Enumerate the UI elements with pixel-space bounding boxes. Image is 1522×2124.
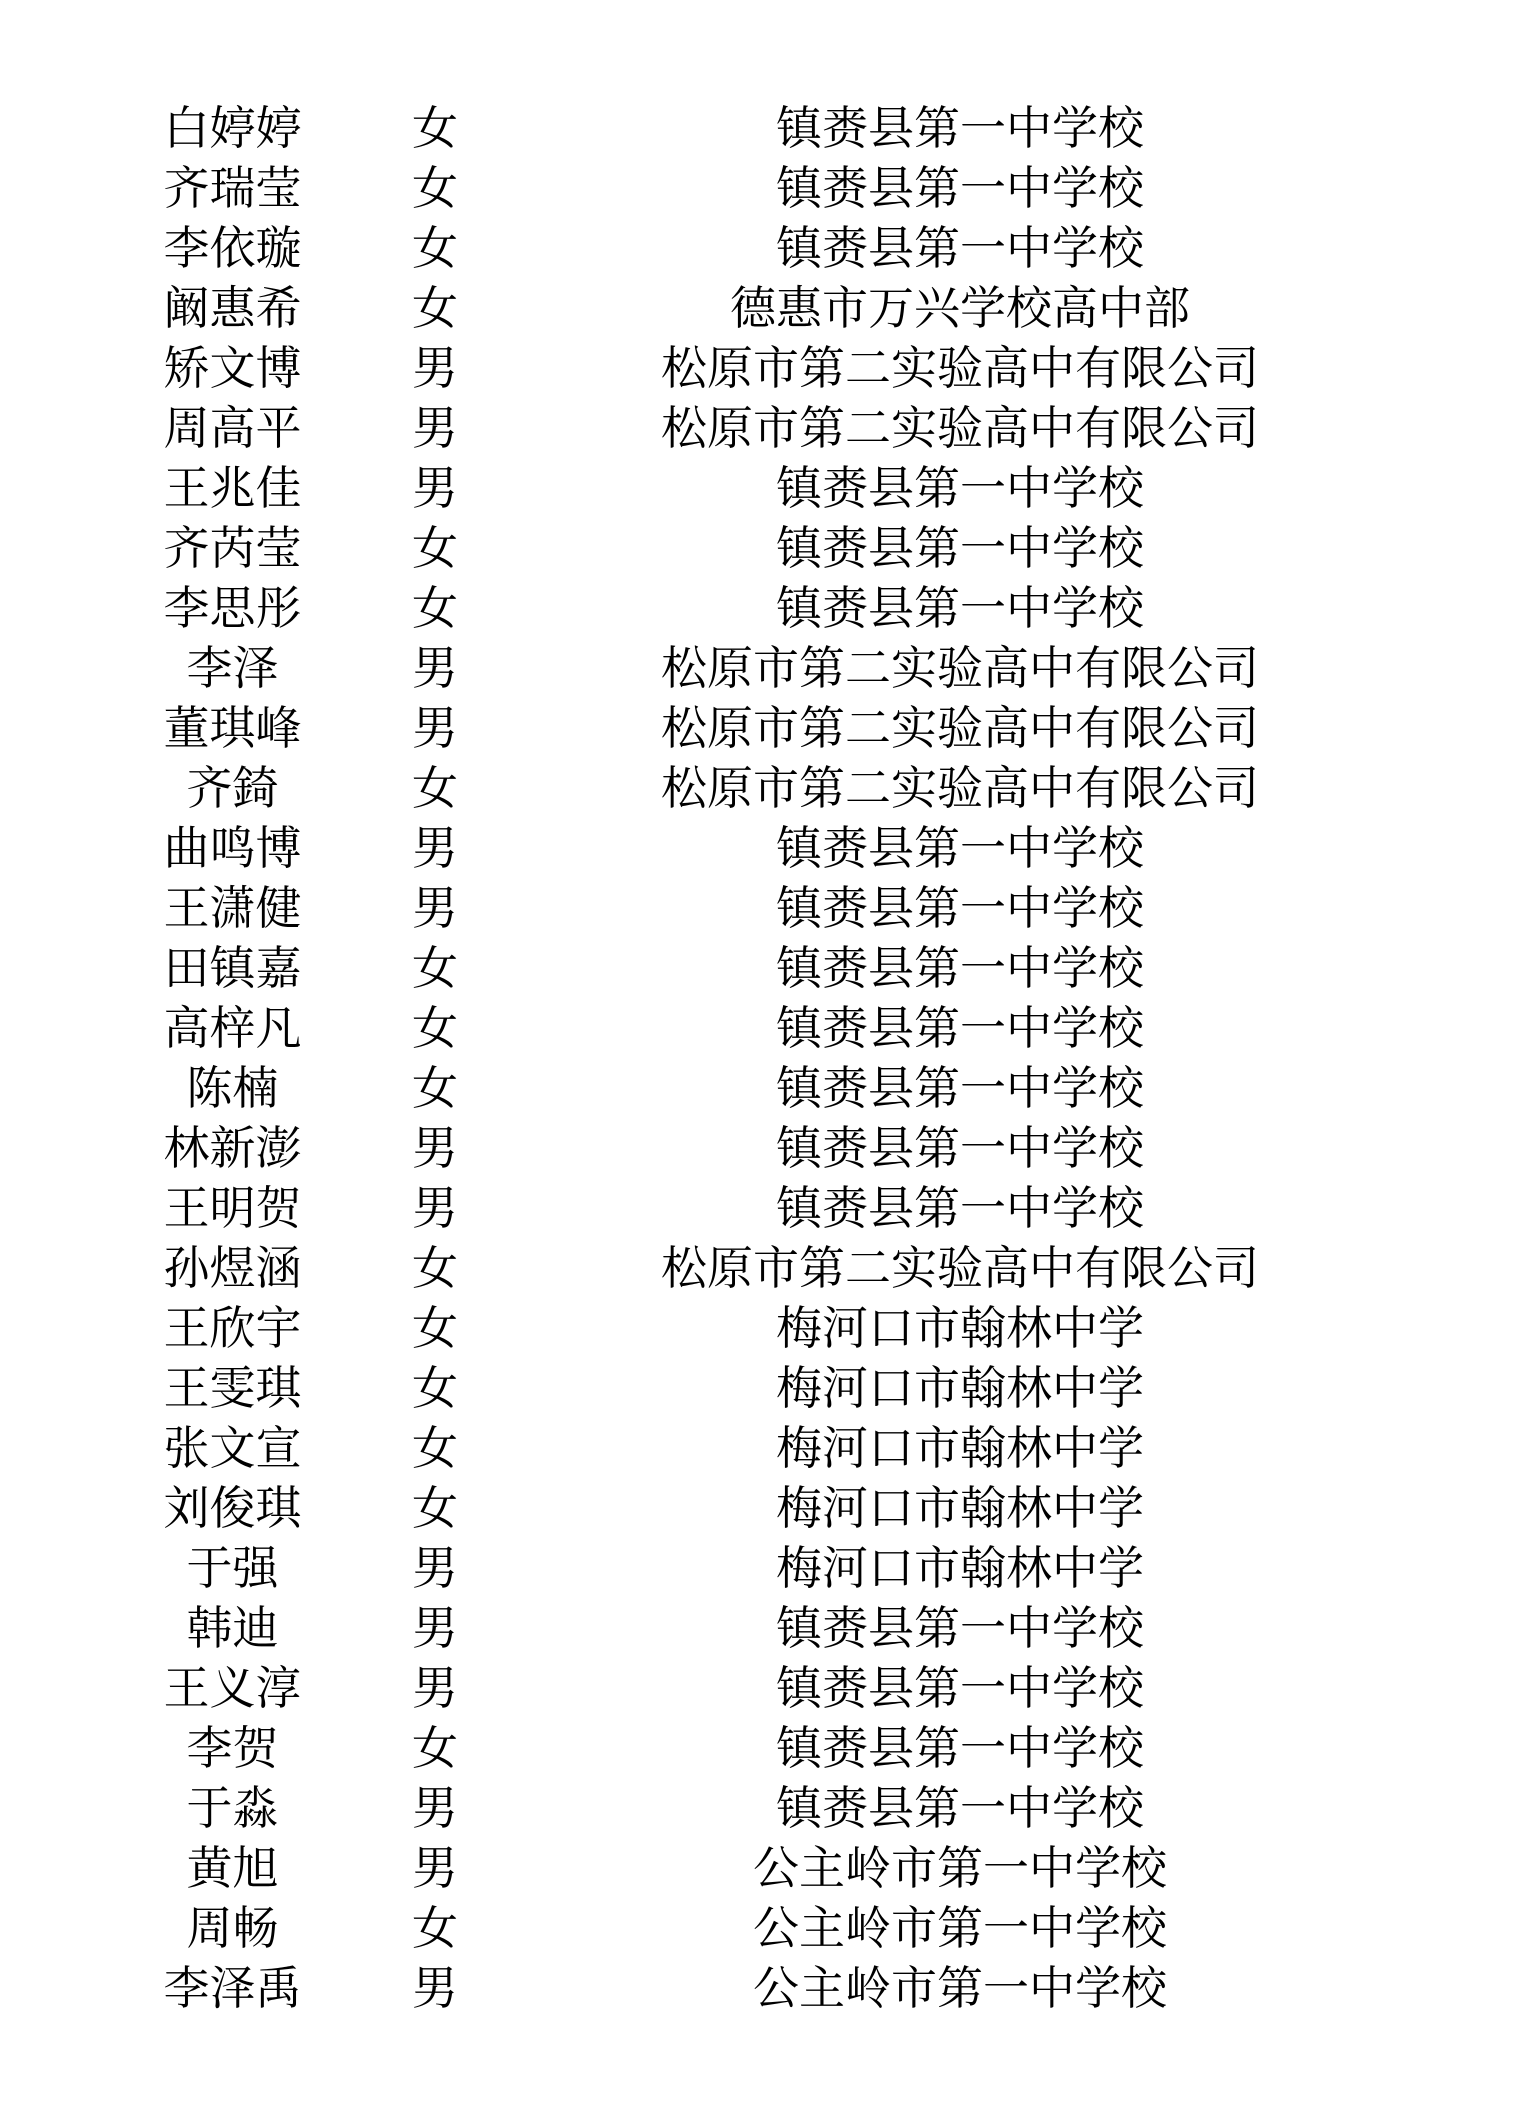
student-gender: 男 <box>412 1841 458 1895</box>
student-name: 董琪峰 <box>163 701 302 755</box>
roster-row <box>0 218 1522 278</box>
student-gender: 女 <box>412 1241 458 1295</box>
student-roster <box>0 98 1522 2018</box>
student-gender: 女 <box>412 1361 458 1415</box>
student-school: 镇赉县第一中学校 <box>776 1061 1144 1115</box>
student-school: 镇赉县第一中学校 <box>776 1661 1144 1715</box>
student-gender: 男 <box>412 641 458 695</box>
student-name: 李依璇 <box>163 221 302 275</box>
student-school: 镇赉县第一中学校 <box>776 1121 1144 1175</box>
student-gender: 男 <box>412 701 458 755</box>
student-name: 周高平 <box>163 401 302 455</box>
student-name: 齐錡 <box>186 761 279 815</box>
roster-row <box>0 1958 1522 2018</box>
roster-row <box>0 338 1522 398</box>
student-school: 松原市第二实验高中有限公司 <box>661 341 1259 395</box>
student-gender: 女 <box>412 161 458 215</box>
roster-row <box>0 878 1522 938</box>
roster-row <box>0 578 1522 638</box>
student-gender: 男 <box>412 1601 458 1655</box>
student-gender: 男 <box>412 1181 458 1235</box>
student-gender: 女 <box>412 1481 458 1535</box>
student-name: 刘俊琪 <box>163 1481 302 1535</box>
roster-row <box>0 1898 1522 1958</box>
roster-row <box>0 1418 1522 1478</box>
student-name: 齐芮莹 <box>163 521 302 575</box>
student-name: 王潇健 <box>163 881 302 935</box>
student-name: 王雯琪 <box>163 1361 302 1415</box>
roster-row <box>0 1178 1522 1238</box>
student-name: 王明贺 <box>163 1181 302 1235</box>
student-name: 齐瑞莹 <box>163 161 302 215</box>
student-name: 张文宣 <box>163 1421 302 1475</box>
student-name: 高梓凡 <box>163 1001 302 1055</box>
student-gender: 女 <box>412 101 458 155</box>
student-gender: 男 <box>412 881 458 935</box>
student-school: 梅河口市翰林中学 <box>776 1361 1144 1415</box>
student-gender: 女 <box>412 1421 458 1475</box>
student-gender: 女 <box>412 221 458 275</box>
roster-row <box>0 818 1522 878</box>
student-school: 镇赉县第一中学校 <box>776 881 1144 935</box>
student-school: 松原市第二实验高中有限公司 <box>661 761 1259 815</box>
roster-row <box>0 1538 1522 1598</box>
roster-row <box>0 998 1522 1058</box>
student-name: 陈楠 <box>186 1061 279 1115</box>
student-name: 曲鸣博 <box>163 821 302 875</box>
student-school: 镇赉县第一中学校 <box>776 1001 1144 1055</box>
student-name: 李泽禹 <box>163 1961 302 2015</box>
student-gender: 女 <box>412 1301 458 1355</box>
roster-row <box>0 158 1522 218</box>
student-name: 矫文博 <box>163 341 302 395</box>
student-gender: 女 <box>412 1721 458 1775</box>
student-school: 镇赉县第一中学校 <box>776 101 1144 155</box>
student-school: 镇赉县第一中学校 <box>776 941 1144 995</box>
student-school: 松原市第二实验高中有限公司 <box>661 1241 1259 1295</box>
student-school: 镇赉县第一中学校 <box>776 161 1144 215</box>
student-name: 白婷婷 <box>163 101 302 155</box>
student-name: 田镇嘉 <box>163 941 302 995</box>
student-gender: 男 <box>412 1961 458 2015</box>
roster-row <box>0 1778 1522 1838</box>
student-gender: 男 <box>412 1661 458 1715</box>
student-school: 镇赉县第一中学校 <box>776 1721 1144 1775</box>
roster-row <box>0 1718 1522 1778</box>
roster-row <box>0 1358 1522 1418</box>
roster-row <box>0 938 1522 998</box>
student-school: 公主岭市第一中学校 <box>753 1841 1167 1895</box>
student-name: 李泽 <box>186 641 279 695</box>
roster-row <box>0 458 1522 518</box>
roster-row <box>0 1238 1522 1298</box>
student-name: 孙煜涵 <box>163 1241 302 1295</box>
student-gender: 女 <box>412 941 458 995</box>
student-gender: 男 <box>412 1541 458 1595</box>
roster-row <box>0 758 1522 818</box>
roster-row <box>0 98 1522 158</box>
student-school: 镇赉县第一中学校 <box>776 1781 1144 1835</box>
roster-row <box>0 278 1522 338</box>
student-name: 于淼 <box>186 1781 279 1835</box>
student-gender: 女 <box>412 761 458 815</box>
student-gender: 男 <box>412 401 458 455</box>
student-gender: 女 <box>412 1901 458 1955</box>
student-gender: 女 <box>412 1001 458 1055</box>
student-name: 韩迪 <box>186 1601 279 1655</box>
student-school: 梅河口市翰林中学 <box>776 1421 1144 1475</box>
student-school: 松原市第二实验高中有限公司 <box>661 641 1259 695</box>
student-name: 王兆佳 <box>163 461 302 515</box>
roster-row <box>0 1298 1522 1358</box>
student-school: 镇赉县第一中学校 <box>776 1181 1144 1235</box>
roster-row <box>0 398 1522 458</box>
student-school: 镇赉县第一中学校 <box>776 581 1144 635</box>
student-school: 公主岭市第一中学校 <box>753 1901 1167 1955</box>
student-school: 德惠市万兴学校高中部 <box>730 281 1190 335</box>
roster-row <box>0 698 1522 758</box>
student-name: 李思彤 <box>163 581 302 635</box>
student-school: 松原市第二实验高中有限公司 <box>661 701 1259 755</box>
student-school: 松原市第二实验高中有限公司 <box>661 401 1259 455</box>
student-name: 阚惠希 <box>163 281 302 335</box>
student-gender: 女 <box>412 581 458 635</box>
student-school: 梅河口市翰林中学 <box>776 1541 1144 1595</box>
student-school: 镇赉县第一中学校 <box>776 221 1144 275</box>
student-gender: 女 <box>412 1061 458 1115</box>
student-school: 公主岭市第一中学校 <box>753 1961 1167 2015</box>
roster-row <box>0 518 1522 578</box>
roster-row <box>0 1478 1522 1538</box>
student-school: 梅河口市翰林中学 <box>776 1301 1144 1355</box>
student-name: 周畅 <box>186 1901 279 1955</box>
student-school: 镇赉县第一中学校 <box>776 821 1144 875</box>
student-gender: 女 <box>412 281 458 335</box>
student-gender: 男 <box>412 1781 458 1835</box>
roster-row <box>0 1838 1522 1898</box>
student-school: 镇赉县第一中学校 <box>776 461 1144 515</box>
student-gender: 男 <box>412 1121 458 1175</box>
student-name: 黄旭 <box>186 1841 279 1895</box>
student-name: 李贺 <box>186 1721 279 1775</box>
student-name: 王欣宇 <box>163 1301 302 1355</box>
student-name: 于强 <box>186 1541 279 1595</box>
student-gender: 女 <box>412 521 458 575</box>
roster-row <box>0 1058 1522 1118</box>
student-gender: 男 <box>412 821 458 875</box>
student-name: 林新澎 <box>163 1121 302 1175</box>
roster-row <box>0 1598 1522 1658</box>
roster-row <box>0 1658 1522 1718</box>
student-gender: 男 <box>412 341 458 395</box>
student-school: 梅河口市翰林中学 <box>776 1481 1144 1535</box>
student-name: 王义淳 <box>163 1661 302 1715</box>
student-school: 镇赉县第一中学校 <box>776 1601 1144 1655</box>
student-school: 镇赉县第一中学校 <box>776 521 1144 575</box>
roster-row <box>0 1118 1522 1178</box>
student-gender: 男 <box>412 461 458 515</box>
roster-row <box>0 638 1522 698</box>
